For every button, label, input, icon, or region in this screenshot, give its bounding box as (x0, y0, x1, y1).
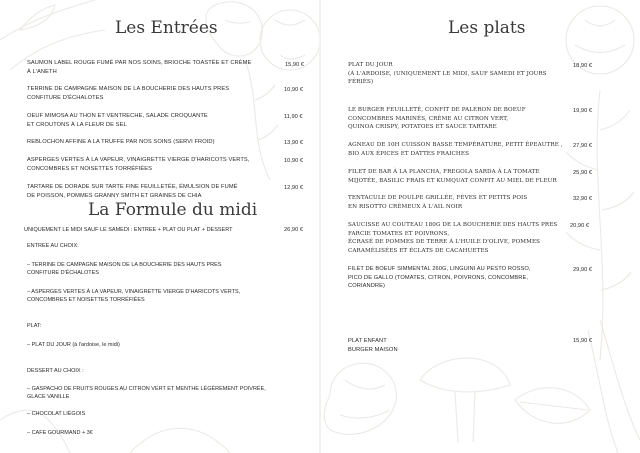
plat-1-price: 18,90 € (573, 63, 592, 69)
entree-2-desc: TERRINE DE CAMPAGNE MAISON DE LA BOUCHERIE DES HAUTS PRES CONFITURE D'ÉCHALOTES (27, 86, 230, 101)
formule-intro: UNIQUEMENT LE MIDI SAUF LE SAMEDI : ENTREE + PLAT OU PLAT + DESSERT (24, 227, 233, 233)
formule-entree-choice-2: – ASPERGES VERTES À LA VAPEUR, VINAIGRETTE VIERGE D'HARICOTS VERTS, CONCOMBRES ET NOISETTES TORRÉFIÉES (27, 289, 241, 303)
entree-3-price: 11,90 € (284, 114, 303, 120)
plat-4-price: 25,90 € (573, 170, 592, 176)
formule-entree-choice-1: – TERRINE DE CAMPAGNE MAISON DE LA BOUCHERIE DES HAUTS PRES CONFITURE D'ÉCHALOTES (27, 262, 222, 276)
plat-2-desc: LE BURGER FEUILLETÉ, CONFIT DE PALERON DE BOEUF CONCOMBRES MARINÉS, CRÈME AU CITRON VERT, QUINOA CRISPY, POTATOES ET SAUCE TARTARE (348, 107, 526, 131)
plat-3-price: 27,90 € (573, 143, 592, 149)
plat-8-price: 15,90 € (573, 338, 592, 344)
section-title-entrees: Les Entrées (115, 18, 218, 38)
formule-price: 26,90 € (284, 227, 303, 233)
formule-dessert-choice-2: – CHOCOLAT LIÉGOIS (27, 411, 86, 417)
page-fold-divider (319, 0, 321, 453)
plat-5-price: 32,90 € (573, 196, 592, 202)
section-title-formule: La Formule du midi (88, 200, 258, 220)
entree-5-desc: ASPERGES VERTES À LA VAPEUR, VINAIGRETTE VIERGE D'HARICOTS VERTS, CONCOMBRES ET NOISETTES TORRÉFIÉES (27, 157, 250, 172)
entree-5-price: 10,90 € (284, 158, 303, 164)
plat-7-desc: FILET DE BOEUF SIMMENTAL 260G, LINGUINI AU PESTO ROSSO, PICO DE GALLO (TOMATES, CITRON, POIVRONS, CONCOMBRE, CORIANDRE) (348, 266, 531, 290)
entree-3-desc: OEUF MIMOSA AU THON ET VENTRECHE, SALADE CROQUANTE ET CROUTONS À LA FLEUR DE SEL (27, 113, 208, 128)
plat-4-desc: FILET DE BAR À LA PLANCHA, FREGOLA SARDA À LA TOMATE MIJOTÉE, BASILIC FRAIS ET KUMQUAT CONFIT AU MIEL DE FLEUR (348, 169, 557, 184)
entree-6-price: 12,90 € (284, 185, 303, 191)
formule-dessert-choice-1: – GASPACHO DE FRUITS ROUGES AU CITRON VERT ET MENTHE LÉGÈREMENT POIVRÉE, GLACE VANILLE (27, 386, 266, 400)
entree-1-price: 15,90 € (285, 62, 304, 68)
plat-8-desc: PLAT ENFANT BURGER MAISON (348, 338, 398, 353)
plat-3-desc: AGNEAU DE 10H CUISSON BASSE TEMPÉRATURE, PETIT ÉPEAUTRE , BIO AUX ÉPICES ET DATTES FRAICHES (348, 142, 563, 157)
formule-plat-choice: – PLAT DU JOUR (à l'ardoise, le midi) (27, 342, 120, 348)
formule-dessert-heading: DESSERT AU CHOIX : (27, 368, 84, 374)
entree-1-desc: SAUMON LABEL ROUGE FUMÉ PAR NOS SOINS, BRIOCHE TOASTÉE ET CRÈME À L'ANETH (27, 60, 252, 75)
entree-4-price: 13,90 € (284, 140, 303, 146)
section-title-plats: Les plats (448, 18, 526, 38)
plat-5-desc: TENTACULE DE POULPE GRILLÉE, FÈVES ET PETITS POIS EN RISOTTO CRÉMEUX À L'AIL NOIR (348, 195, 528, 210)
formule-entree-heading: ENTREE AU CHOIX: (27, 243, 79, 249)
plat-6-price: 20,90 € (570, 223, 589, 229)
entree-4-desc: REBLOCHON AFFINE A LA TRUFFE PAR NOS SOINS (SERVI FROID) (27, 139, 215, 145)
formule-dessert-choice-3: – CAFE GOURMAND + 3€ (27, 430, 93, 436)
plat-1-desc: PLAT DU JOUR (À L'ARDOISE, (UNIQUEMENT LE MIDI, SAUF SAMEDI ET JOURS FÉRIÉS) (348, 62, 547, 86)
plat-7-price: 29,90 € (573, 267, 592, 273)
entree-2-price: 10,90 € (284, 87, 303, 93)
plat-2-price: 19,90 € (573, 108, 592, 114)
entree-6-desc: TARTARE DE DORADE SUR TARTE FINE FEUILLETÉE, ÉMULSION DE FUMÉ DE POISSON, POMMES GRANNY SMITH ET GRAINES DE CHIA (27, 184, 238, 199)
formule-plat-heading: PLAT: (27, 323, 42, 329)
plat-6-desc: SAUCISSE AU COUTEAU 180G DE LA BOUCHERIE DES HAUTS PRES FARCIE TOMATES ET POIVRONS, ÉCRASÉ DE POMMES DE TERRE À L'HUILE D'OLIVE, POMMES CARAMÉLISÉES ET ÉCLATS DE CACAHUETES (348, 222, 558, 254)
